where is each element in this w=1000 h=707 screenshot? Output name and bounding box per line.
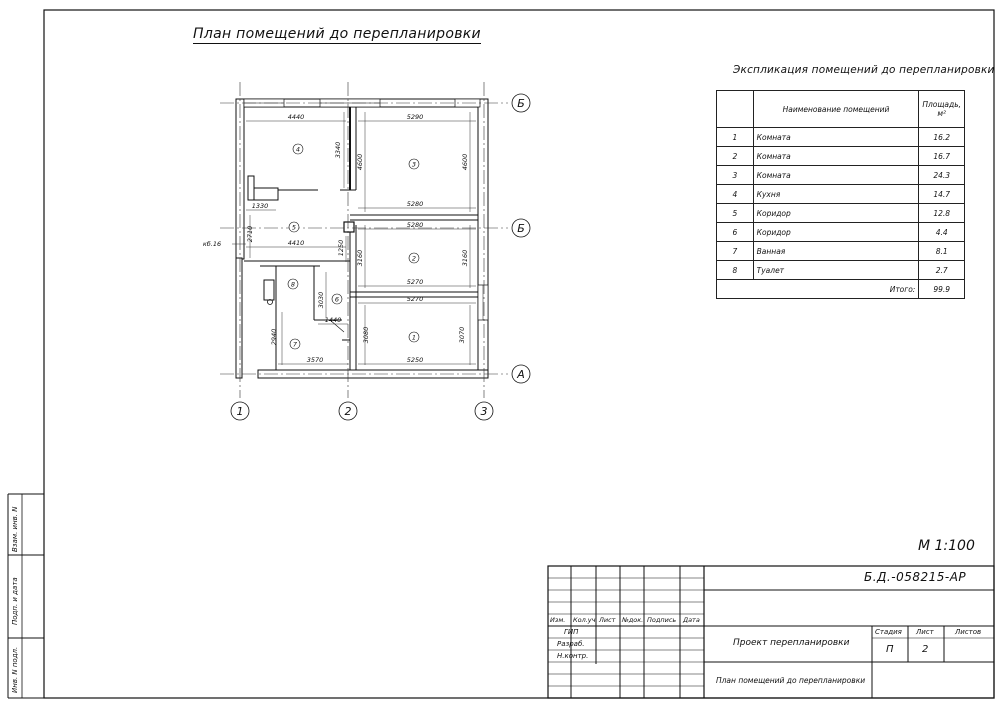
- stamp-header: Кол.уч: [573, 616, 596, 624]
- stamp-header: Подпись: [647, 616, 677, 624]
- explication-title: Экспликация помещений до перепланировки: [733, 64, 995, 76]
- dimension: 3160: [356, 249, 364, 267]
- table-row: 4 Кухня 14.7: [717, 185, 965, 204]
- room-number: 5: [291, 223, 297, 232]
- dimension: 5250: [406, 356, 424, 364]
- table-row: 2 Комната 16.7: [717, 147, 965, 166]
- side-stamp-label: Взам. инв. N: [11, 506, 19, 552]
- axis-number: 3: [480, 405, 488, 418]
- table-row: 5 Коридор 12.8: [717, 204, 965, 223]
- stamp-header: Лист: [599, 616, 616, 624]
- table-row: 3 Комната 24.3: [717, 166, 965, 185]
- stamp-header: Изм.: [550, 616, 566, 624]
- table-row: 7 Ванная 8.1: [717, 242, 965, 261]
- dimension: 3030: [317, 291, 325, 309]
- vent-label: кб.16: [202, 240, 222, 248]
- table-row: 8 Туалет 2.7: [717, 261, 965, 280]
- sheet-label: Лист: [916, 628, 934, 636]
- total-value: 99.9: [919, 280, 965, 299]
- dimension: 4410: [287, 239, 305, 247]
- room-number: 4: [295, 145, 301, 154]
- stage-label: Стадия: [875, 628, 902, 636]
- axis-letter: А: [517, 368, 525, 381]
- dimension: 2940: [270, 328, 278, 346]
- axis-letter: Б: [517, 222, 525, 235]
- document-code: Б.Д.-058215-АР: [864, 570, 967, 584]
- explication-col-area: Площадь, м²: [919, 91, 965, 128]
- explication-col-name: Наименование помещений: [753, 91, 919, 128]
- room-number: 8: [290, 280, 296, 289]
- dimension: 4600: [356, 153, 364, 171]
- table-row: 6 Коридор 4.4: [717, 223, 965, 242]
- dimension: 2710: [246, 225, 254, 243]
- dimension: 5270: [406, 278, 424, 286]
- dimension: 5270: [406, 295, 424, 303]
- room-number: 7: [292, 340, 298, 349]
- stamp-role: Н.контр.: [557, 652, 589, 660]
- stamp-role: Разраб.: [557, 640, 585, 648]
- room-number: 2: [411, 254, 417, 263]
- dimension: 3570: [306, 356, 324, 364]
- axis-letter: Б: [517, 97, 525, 110]
- dimension: 4440: [287, 113, 305, 121]
- scale-label: М 1:100: [918, 538, 975, 554]
- dimension: 3080: [362, 326, 370, 344]
- sheet-value: 2: [922, 644, 929, 655]
- dimension: 1250: [337, 239, 345, 257]
- table-row: 1 Комната 16.2: [717, 128, 965, 147]
- dimension: 3340: [334, 141, 342, 159]
- sheets-label: Листов: [955, 628, 982, 636]
- room-number: 6: [334, 295, 340, 304]
- dimension: 1330: [251, 202, 269, 210]
- stamp-header: Дата: [683, 616, 700, 624]
- total-label: Итого:: [753, 280, 919, 299]
- dimension: 3160: [461, 249, 469, 267]
- dimension: 1440: [324, 316, 342, 324]
- room-number: 3: [411, 160, 417, 169]
- stage-value: П: [886, 644, 894, 655]
- dimension: 5280: [406, 200, 424, 208]
- sheet-title: План помещений до перепланировки: [716, 676, 866, 685]
- dimension: 3070: [458, 326, 466, 344]
- drawing-title: План помещений до перепланировки: [193, 26, 481, 42]
- stamp-header: №док.: [622, 616, 644, 624]
- side-stamp-label: Подп. и дата: [11, 577, 19, 625]
- side-stamp-label: Инв. N подл.: [11, 646, 19, 693]
- stamp-role: ГИП: [564, 628, 579, 636]
- project-name: Проект перепланировки: [733, 638, 850, 648]
- axis-number: 2: [344, 405, 352, 418]
- room-number: 1: [411, 333, 417, 342]
- dimension: 5290: [406, 113, 424, 121]
- axis-number: 1: [236, 405, 244, 418]
- dimension: 4600: [461, 153, 469, 171]
- dimension: 5280: [406, 221, 424, 229]
